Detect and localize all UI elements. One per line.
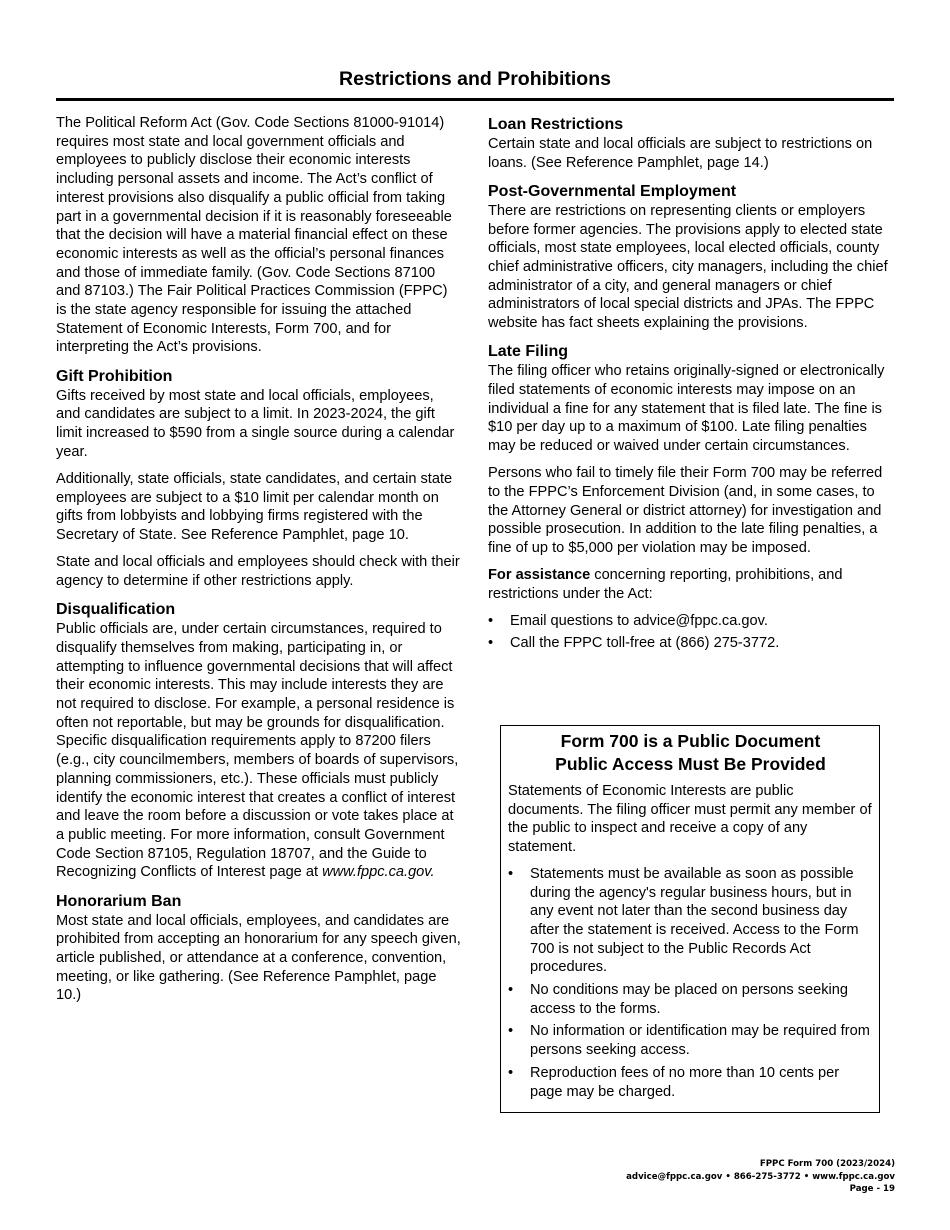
- loan-restrictions-paragraph: Certain state and local officials are subject to restrictions on loans. (See Reference Pamphlet, page 14.): [488, 136, 873, 171]
- footer-form-label: FPPC Form 700 (2023/2024): [759, 1159, 895, 1169]
- left-column: [56, 114, 462, 1014]
- loan-restrictions-section: [488, 114, 894, 172]
- public-document-title: [508, 730, 873, 776]
- page-footer: [626, 1158, 895, 1196]
- honorarium-section: [56, 891, 462, 1006]
- assistance-lead: For assistance: [488, 567, 591, 584]
- post-governmental-section: [488, 181, 894, 333]
- gift-prohibition-heading: Gift Prohibition: [56, 367, 173, 385]
- public-document-intro: Statements of Economic Interests are public documents. The filing officer must permit any member of the public to inspect and receive a copy of any statement.: [508, 783, 872, 856]
- late-filing-paragraph-2: Persons who fail to timely file their Form 700 may be referred to the FPPC’s Enforcement Division (and, in some cases, to the Attorney General or district attorney) for investigation and possible prosecution. In addition to the late filing penalties, a fine of up to $5,000 per violation may be imposed.: [488, 465, 883, 557]
- honorarium-heading: Honorarium Ban: [56, 892, 182, 910]
- loan-restrictions-heading: Loan Restrictions: [488, 116, 624, 133]
- title-divider: [56, 98, 894, 101]
- disqualification-paragraph: [56, 620, 462, 882]
- gift-paragraph-1: Gifts received by most state and local officials, employees, and candidates are subject to a limit. In 2023-2024, the gift limit increased to $590 from a single source during a calendar year.: [56, 387, 455, 460]
- list-item: • No conditions may be placed on persons seeking access to the forms.: [508, 981, 873, 1018]
- box-title-line-1: Form 700 is a Public Document: [560, 731, 821, 751]
- late-filing-paragraph-1: The filing officer who retains originally-signed or electronically filed statements of economic interests may impose on an individual a fine for any statement that is filed late. The fine is $10 per day up to a maximum of $100. Late filing penalties may be reduced or waived under certain circumstances.: [488, 363, 885, 455]
- box-title-line-2: Public Access Must Be Provided: [555, 754, 826, 774]
- gift-paragraph-2: Additionally, state officials, state candidates, and certain state employees are subject to a $10 limit per calendar month on gifts from lobbyists and lobbying firms registered with the Secretary of State. See Reference Pamphlet, page 10.: [56, 470, 453, 544]
- assistance-list: [488, 612, 894, 653]
- disqualification-heading: Disqualification: [56, 601, 176, 619]
- honorarium-paragraph: Most state and local officials, employees, and candidates are prohibited from accepting an honorarium for any speech given, article published, or attendance at a conference, convention, meeting, or like gathering. (See Reference Pamphlet, page 10.): [56, 912, 461, 1004]
- footer-contact: advice@fppc.ca.gov • 866-275-3772 • www.fppc.ca.gov: [626, 1171, 895, 1182]
- late-filing-section: [488, 341, 894, 558]
- intro-paragraph: The Political Reform Act (Gov. Code Sections 81000-91014) requires most state and local government officials and employees to publicly disclose their economic interests including personal assets and income. The Act’s conflict of interest provisions also disqualify a public official from taking part in a governmental decision if it is reasonably foreseeable that the decision will have a material financial effect on these economic interests as well as the official’s personal finances and those of immediate family. (Gov. Code Sections 87100 and 87103.) The Fair Political Practices Commission (FPPC) is the state agency responsible for issuing the attached Statement of Economic Interests, Form 700, and for interpreting the Act’s provisions.: [56, 115, 452, 356]
- list-item: • No information or identification may be required from persons seeking access.: [508, 1022, 873, 1059]
- assistance-text: concerning reporting, prohibitions, and restrictions under the Act:: [488, 567, 843, 603]
- footer-page-number: Page - 19: [849, 1184, 895, 1194]
- assistance-phone-item[interactable]: • Call the FPPC toll-free at (866) 275-3772.: [488, 634, 894, 653]
- page-title: Restrictions and Prohibitions: [339, 68, 611, 90]
- fppc-website-link[interactable]: www.fppc.ca.gov.: [322, 864, 435, 881]
- post-governmental-heading: Post-Governmental Employment: [488, 182, 737, 200]
- disqualification-section: [56, 599, 462, 882]
- public-document-body: [508, 782, 873, 1101]
- post-governmental-paragraph: There are restrictions on representing clients or employers before former agencies. The provisions apply to elected state officials, most state employees, local elected officials, county chief administrative officers, city managers, including the chief administrator of a city, and general managers or chief administrators of local special districts and JPAs. The FPPC website has fact sheets explaining the provisions.: [488, 202, 888, 332]
- right-column: [488, 114, 894, 657]
- gift-paragraph-3: State and local officials and employees should check with their agency to determine if other restrictions apply.: [56, 554, 460, 589]
- public-document-box: [500, 725, 880, 1113]
- gift-prohibition-section: [56, 366, 462, 591]
- disqualification-text: Public officials are, under certain circumstances, required to disqualify themselves from making, participating in, or attempting to influence governmental decisions that will affect their economic interests. This may include interests they are not required to disclose. For example, a personal residence is often not reportable, but may be grounds for disqualification. Specific disqualification requirements apply to 87200 filers (e.g., city councilmembers, members of boards of supervisors, planning commissioners, etc.). These officials must publicly identify the economic interest that creates a conflict of interest and leave the room before a discussion or vote takes place at a public meeting. For more information, consult Government Code Section 87105, Regulation 18707, and the Guide to Recognizing Conflicts of Interest page at: [56, 621, 459, 881]
- assistance-section: [488, 566, 894, 653]
- list-item: • Statements must be available as soon as possible during the agency's regular business hours, but in any event not later than the second business day after the statement is received. Access to the Form 700 is not subject to the Public Records Act procedures.: [508, 865, 873, 977]
- list-item: • Reproduction fees of no more than 10 cents per page may be charged.: [508, 1064, 873, 1101]
- public-document-list: [508, 865, 873, 1101]
- late-filing-heading: Late Filing: [488, 343, 568, 361]
- assistance-paragraph: [488, 566, 894, 603]
- assistance-email-item[interactable]: • Email questions to advice@fppc.ca.gov.: [488, 612, 894, 631]
